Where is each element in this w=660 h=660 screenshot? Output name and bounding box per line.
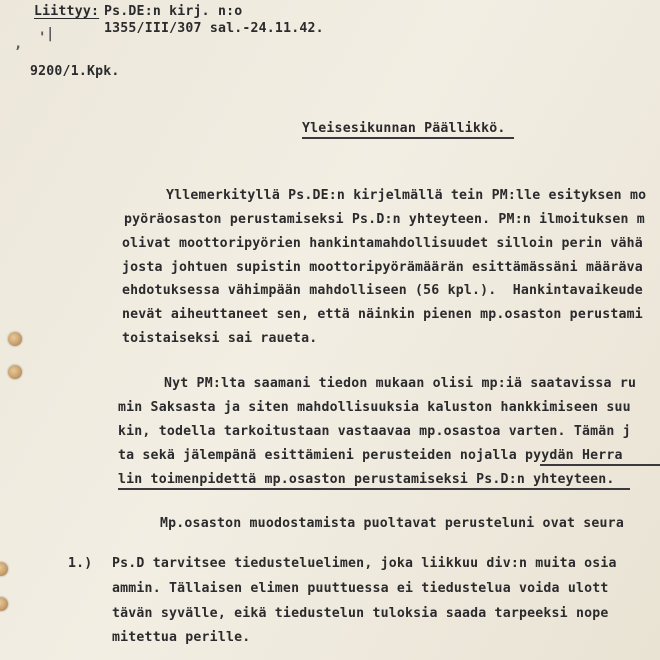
body-line: Ps.D tarvitsee tiedusteluelimen, joka liikkuu div:n muita osia (112, 556, 617, 571)
body-line: mitettua perille. (112, 630, 251, 645)
punch-hole (0, 562, 8, 576)
reference-line-2: 1355/III/307 sal.-24.11.42. (104, 21, 324, 36)
margin-mark: | (46, 26, 55, 42)
punch-hole (0, 597, 8, 611)
body-line: josta johtuen supistin moottoripyörämäärän esittämässäni määräva (122, 260, 643, 275)
punch-hole (8, 332, 22, 346)
reference-line-1: Ps.DE:n kirj. n:o (104, 4, 243, 19)
body-line: Nyt PM:lta saamani tiedon mukaan olisi mp:iä saatavissa ru (164, 376, 637, 391)
body-line: olivat moottoripyörien hankintamahdollisuudet silloin perin vähä (122, 236, 643, 251)
margin-mark: ' (38, 30, 47, 46)
request-underline-2 (118, 488, 630, 490)
punch-hole (8, 365, 22, 379)
addressee-title: Yleisesikunnan Päällikkö. (302, 121, 506, 136)
file-number: 9200/1.Kpk. (30, 64, 120, 79)
body-line: kin, todella tarkoitustaan vastaavaa mp.osastoa varten. Tämän j (118, 424, 631, 439)
body-line: Yllemerkityllä Ps.DE:n kirjelmällä tein PM:lle esityksen mo (166, 188, 647, 203)
body-line: ta sekä jälempänä esittämieni perusteiden nojalla pyydän Herra (118, 448, 623, 463)
list-marker: 1.) (68, 556, 93, 571)
margin-mark: , (14, 36, 23, 52)
reference-label: Liittyy: (34, 4, 100, 19)
body-line: toistaiseksi sai raueta. (122, 331, 318, 346)
body-line: min Saksasta ja siten mahdollisuuksia kaluston hankkimiseen suu (118, 400, 631, 415)
request-underline-1 (540, 464, 660, 466)
body-line: tävän syvälle, eikä tiedustelun tuloksia saada tarpeeksi nope (112, 606, 609, 621)
body-line: lin toimenpidettä mp.osaston perustamiseksi Ps.D:n yhteyteen. (118, 472, 615, 487)
title-underline (302, 137, 514, 139)
body-line: ammin. Tällaisen elimen puuttuessa ei tiedustelua voida ulott (112, 581, 609, 596)
body-line: pyöräosaston perustamiseksi Ps.D:n yhteyteen. PM:n ilmoituksen m (124, 212, 645, 227)
body-line: ehdotuksessa vähimpään mahdolliseen (56 kpl.). Hankintavaikeude (122, 283, 643, 298)
body-line: Mp.osaston muodostamista puoltavat perusteluni ovat seura (160, 516, 624, 531)
body-line: nevät aiheuttaneet sen, että näinkin pienen mp.osaston perustami (122, 307, 643, 322)
